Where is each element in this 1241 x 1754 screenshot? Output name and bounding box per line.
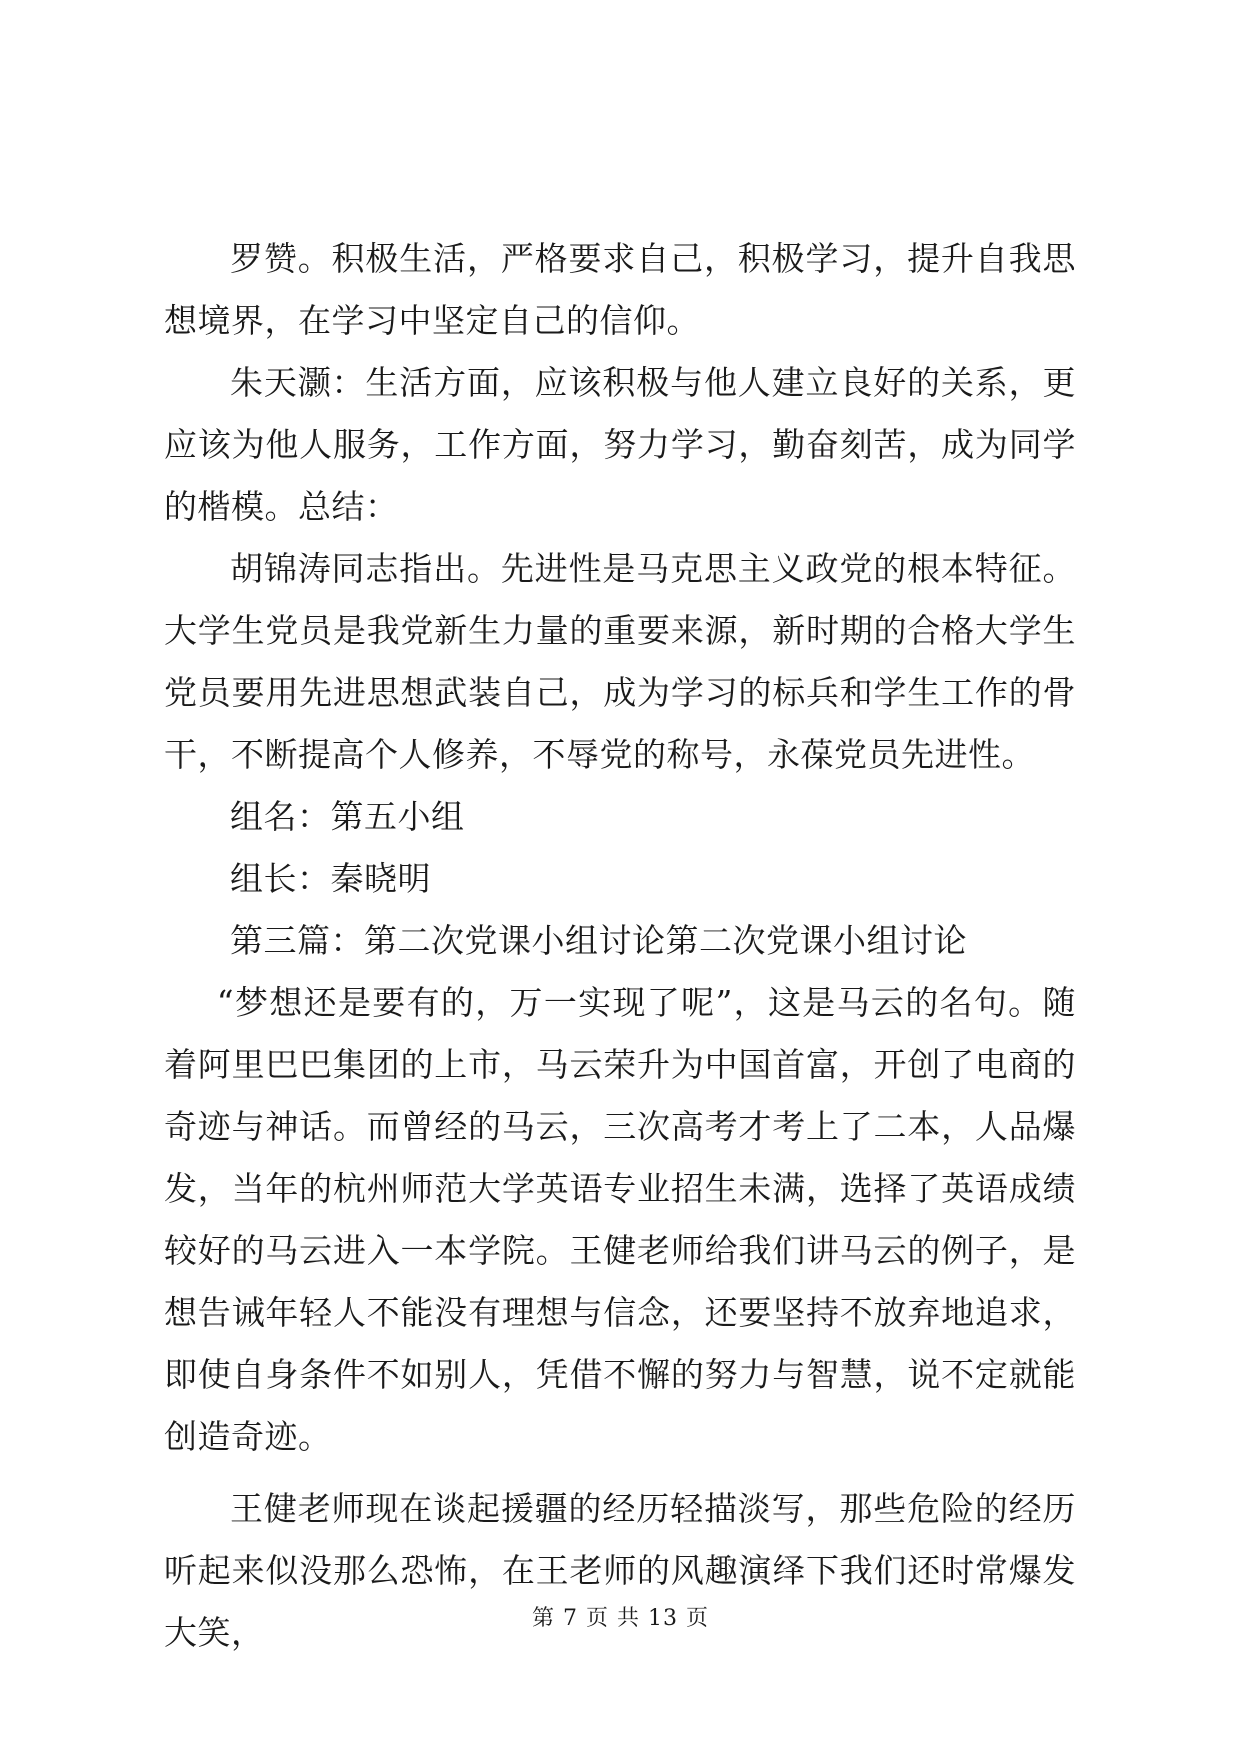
paragraph-7: “梦想还是要有的，万一实现了呢”，这是马云的名句。随着阿里巴巴集团的上市，马云荣升为中国首富，开创了电商的奇迹与神话。而曾经的马云，三次高考才考上了二本，人品爆发，当年的杭州师范大学英语专业招生未满，选择了英语成绩较好的马云进入一本学院。王健老师给我们讲马云的例子，是想告诫年轻人不能没有理想与信念，还要坚持不放弃地追求，即使自身条件不如别人，凭借不懈的努力与智慧，说不定就能创造奇迹。 xyxy=(164,983,1076,1456)
paragraph-group-leader: 组长：秦晓明 xyxy=(230,859,431,898)
paragraph-group-name: 组名：第五小组 xyxy=(230,797,465,836)
paragraph-3: 胡锦涛同志指出。先进性是马克思主义政党的根本特征。大学生党员是我党新生力量的重要来源，新时期的合格大学生党员要用先进思想武装自己，成为学习的标兵和学生工作的骨干，不断提高个人修养，不辱党的称号，永葆党员先进性。 xyxy=(164,549,1076,774)
paragraph-section-heading: 第三篇：第二次党课小组讨论第二次党课小组讨论 xyxy=(230,921,967,960)
paragraph-1: 罗赞。积极生活，严格要求自己，积极学习，提升自我思想境界，在学习中坚定自己的信仰。 xyxy=(164,239,1076,340)
paragraph-8: 王健老师现在谈起援疆的经历轻描淡写，那些危险的经历听起来似没那么恐怖，在王老师的风趣演绎下我们还时常爆发大笑， xyxy=(164,1489,1076,1652)
page-footer: 第 7 页 共 13 页 xyxy=(532,1606,709,1631)
paragraph-2: 朱天灏：生活方面，应该积极与他人建立良好的关系，更应该为他人服务，工作方面，努力学习，勤奋刻苦，成为同学的楷模。总结： xyxy=(164,363,1076,526)
document-body xyxy=(164,228,1076,1664)
